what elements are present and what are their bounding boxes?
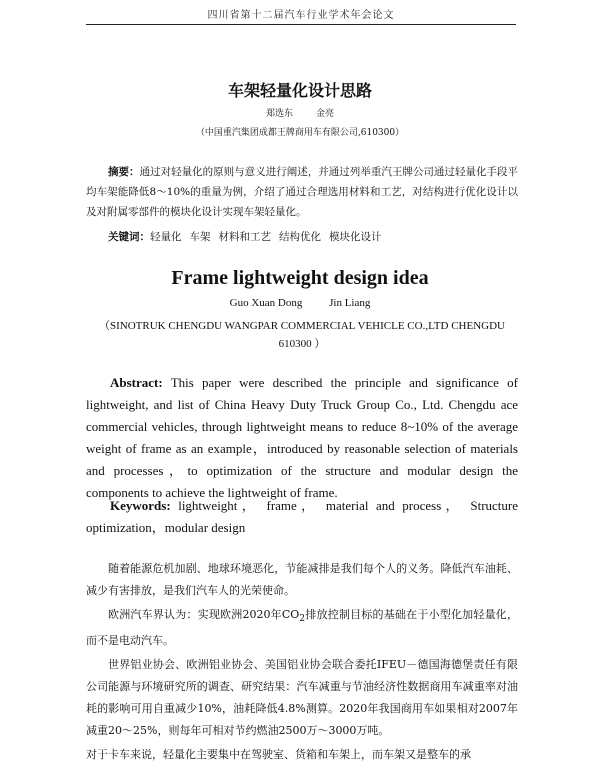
body-paragraph-3: 世界铝业协会、欧洲铝业协会、美国铝业协会联合委托IFEU－德国海德堡责任有限公司能源与环境研究所的调查、研究结果：汽车减重与节油经济性数据商用车减重率对油耗的影响可用自重减少10%，油耗降低4.8%测算。2020年我国商用车如果相对2007年减重20～25%，则每年可相对节约燃油2500万～3000万吨。	[86, 658, 518, 738]
keyword-cn-2: 车架	[189, 231, 211, 243]
chinese-keywords-label: 关键词：	[108, 231, 150, 243]
body-paragraph-2-pre: 欧洲汽车界认为：实现欧洲2020年CO	[108, 608, 300, 621]
co2-subscript: 2	[299, 613, 306, 625]
author-en-1: Guo Xuan Dong	[229, 297, 303, 309]
chinese-abstract-text: 通过对轻量化的原则与意义进行阐述，并通过列举重汽王牌公司通过轻量化手段平均车架能降低8～10%的重量为例，介绍了通过合理选用材料和工艺，对结构进行优化设计以及对附属零部件的模块化设计实现车架轻量化。	[86, 166, 519, 218]
english-keywords-label: Keywords:	[110, 498, 171, 513]
keyword-cn-3: 材料和工艺	[218, 231, 271, 243]
keyword-cn-4: 结构优化	[279, 231, 321, 243]
body-paragraph-2	[86, 604, 518, 652]
body-paragraph-1: 随着能源危机加剧、地球环境恶化，节能减排是我们每个人的义务。降低汽车油耗、减少有害排放，是我们汽车人的光荣使命。	[86, 562, 518, 597]
english-keywords-text: lightweight， frame， material and process， Structure optimization，modular design	[86, 498, 518, 535]
author-cn-2: 金亮	[315, 109, 334, 119]
chinese-abstract-label: 摘要：	[108, 166, 140, 178]
english-affiliation: （SINOTRUK CHENGDU WANGPAR COMMERCIAL VEHICLE CO.,LTD CHENGDU 610300 ）	[98, 320, 505, 350]
chinese-authors	[0, 106, 600, 119]
chinese-keywords	[108, 229, 518, 244]
chinese-title: 车架轻量化设计思路	[227, 81, 372, 100]
keyword-cn-1: 轻量化	[150, 231, 182, 243]
english-abstract-label: Abstract:	[110, 375, 163, 390]
chinese-affiliation: （中国重汽集团成都王牌商用车有限公司,610300）	[195, 128, 405, 138]
running-header: 四川省第十二届汽车行业学术年会论文	[207, 10, 395, 21]
body-text	[86, 558, 518, 768]
english-abstract-text: This paper were described the principle and significance of lightweight, and list of China Heavy Duty Truck Group Co., Ltd. Chengdu ace commercial vehicles, through lightweight means to reduce 8~10% of the average weight of frame as an example，introduced by reasonable selection of materials and processes，to optimization of the structure and modular design the components to achieve the lightweight of frame.	[86, 375, 518, 500]
body-paragraph-4: 对于卡车来说，轻量化主要集中在驾驶室、货箱和车架上，而车架又是整车的承	[86, 748, 471, 762]
english-keywords	[86, 495, 518, 539]
author-cn-1: 郑选东	[266, 109, 294, 119]
english-abstract	[86, 372, 518, 504]
header-rule	[86, 24, 516, 25]
author-en-2: Jin Liang	[329, 297, 371, 309]
english-authors	[0, 297, 600, 309]
english-title: Frame lightweight design idea	[171, 267, 429, 289]
body-paragraph-2-post: 排放控制目标的基础在于小型化加轻量化，而不是电动汽车。	[86, 608, 519, 648]
keyword-cn-5: 模块化设计	[329, 231, 382, 243]
chinese-abstract	[86, 162, 518, 222]
